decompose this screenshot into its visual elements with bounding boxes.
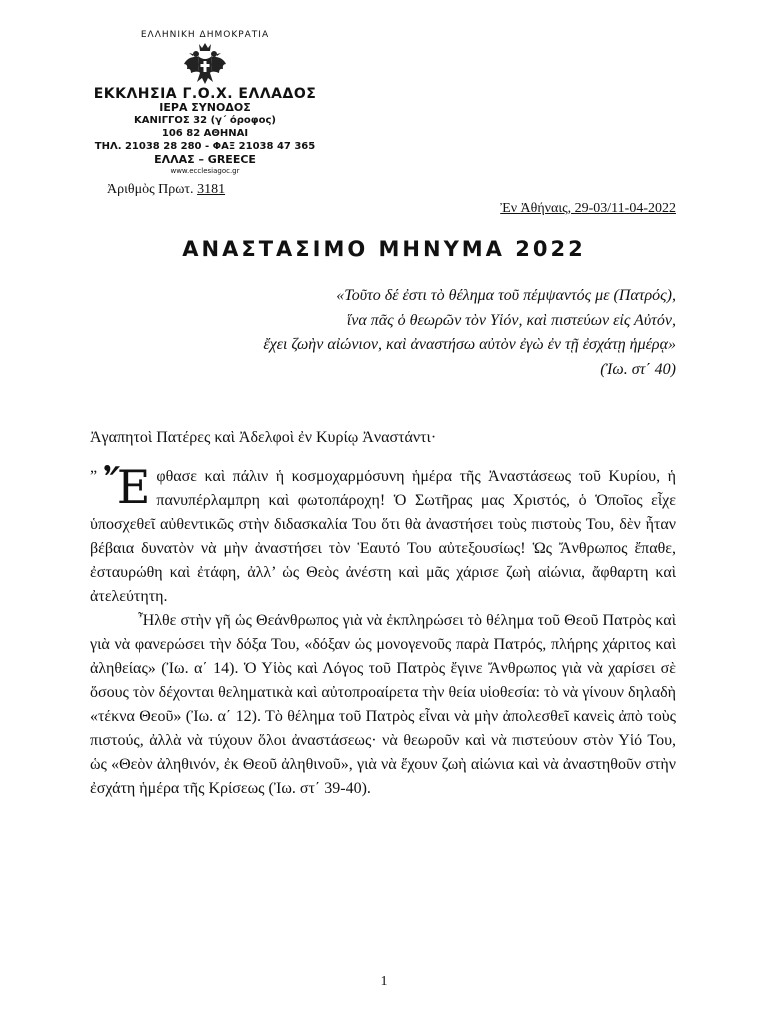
quote-line-3: ἔχει ζωὴν αἰώνιον, καὶ ἀναστήσω αὐτὸν ἐγὼ ἐν τῇ ἐσχάτῃ ἡμέρᾳ» <box>263 336 676 353</box>
letterhead-synod: ΙΕΡΑ ΣΥΝΟΔΟΣ <box>159 101 251 114</box>
paragraph-1-text: φθασε καὶ πάλιν ἡ κοσμοχαρμόσυνη ἡμέρα τῆς Ἀναστάσεως τοῦ Κυρίου, ἡ πανυπέρλαμπρη καὶ φωτοπάροχη! Ὁ Σωτῆρας μας Χριστός, ὁ Ὁποῖος εἶχε ὑποσχεθεῖ αὐθεντικῶς στὴν διδασκαλία Του ὅτι θὰ ἀναστήσει τοὺς πιστοὺς Του, δὲν ἦταν βέβαια δυνατὸν νὰ μὴν ἀναστήσει τὸν Ἑαυτό Του αὐτεξουσίως! Ὡς Ἄνθρωπος ἔπαθε, ἐσταυρώθη καὶ ἐτάφη, ἀλλ’ ὡς Θεὸς ἀνέστη καὶ μᾶς χάρισε ζωὴ αἰώνια, ἄφθαρτη καὶ ἀτελεύτητη. <box>90 468 676 605</box>
opening-quote-mark: ” <box>90 468 98 485</box>
letterhead-website: www.ecclesiagoc.gr <box>170 167 240 175</box>
quote-reference: (Ἰω. στ΄ 40) <box>600 360 676 378</box>
quote-line-2: ἵνα πᾶς ὁ θεωρῶν τὸν Υἱόν, καὶ πιστεύων εἰς Αὐτόν, <box>346 311 676 329</box>
letter-body <box>90 460 676 801</box>
paragraph-2: Ἦλθε στὴν γῆ ὡς Θεάνθρωπος γιὰ νὰ ἐκπληρώσει τὸ θέλημα τοῦ Θεοῦ Πατρὸς καὶ γιὰ νὰ φανερώσει τὴν δόξα Του, «δόξαν ὡς μονογενοῦς παρὰ Πατρός, πλήρης χάριτος καὶ ἀληθείας» (Ἰω. α΄ 14). Ὁ Υἱὸς καὶ Λόγος τοῦ Πατρὸς ἔγινε Ἄνθρωπος γιὰ νὰ χαρίσει σὲ ὅσους τὸν δέχονται θεληματικὰ καὶ αὐτοπροαίρετα τὴν θεία υἱοθεσία: τὸ νὰ γίνουν δηλαδὴ «τέκνα Θεοῦ» (Ἰω. α΄ 12). Τὸ θέλημα τοῦ Πατρὸς εἶναι νὰ μὴν ἀπολεσθεῖ κανεὶς ἀπὸ τοὺς πιστούς, ἀλλὰ νὰ τύχουν ὅλοι ἀναστάσεως· νὰ θεωροῦν καὶ νὰ πιστεύουν στὸν Υἱό Του, ὡς «Θεὸν ἀληθινόν, ἐκ Θεοῦ ἀληθινοῦ», γιὰ νὰ ἔχουν ζωὴ αἰώνια καὶ νὰ ἀναστηθοῦν στὴν ἐσχάτη ἡμέρα τῆς Κρίσεως (Ἰω. στ΄ 39-40). <box>90 612 676 797</box>
protocol-number <box>107 182 225 198</box>
letterhead-republic: ΕΛΛΗΝΙΚΗ ΔΗΜΟΚΡΑΤΙΑ <box>140 30 270 40</box>
page-number: 1 <box>380 974 388 989</box>
paragraph-1 <box>90 460 676 609</box>
letterhead-postal: 106 82 ΑΘΗΝΑΙ <box>161 128 249 139</box>
double-headed-eagle-icon <box>182 42 228 86</box>
protocol-label: Ἀριθμὸς Πρωτ. <box>107 182 194 197</box>
letterhead-phone: ΤΗΛ. 21038 28 280 - ΦΑΞ 21038 47 365 <box>94 141 316 152</box>
letterhead-street: ΚΑΝΙΓΓΟΣ 32 (γ΄ όροφος) <box>134 115 276 126</box>
salutation: Ἀγαπητοὶ Πατέρες καὶ Ἀδελφοὶ ἐν Κυρίῳ Ἀναστάντι· <box>90 429 437 446</box>
scripture-quote <box>56 284 676 382</box>
quote-line-1: «Τοῦτο δέ ἐστι τὸ θέλημα τοῦ πέμψαντός με (Πατρός), <box>336 287 676 304</box>
protocol-value: 3181 <box>197 182 226 197</box>
document-title: ΑΝΑΣΤΑΣΙΜΟ ΜΗΝΥΜΑ 2022 <box>182 237 586 261</box>
drop-cap: Ἔ <box>104 460 151 514</box>
letterhead-church: ΕΚΚΛΗΣΙΑ Γ.Ο.Χ. ΕΛΛΑΔΟΣ <box>93 86 317 102</box>
letterhead <box>70 30 340 175</box>
dateline: Ἐν Ἀθήναις, 29-03/11-04-2022 <box>500 201 676 216</box>
letterhead-country: ΕΛΛΑΣ – GREECE <box>154 153 256 166</box>
